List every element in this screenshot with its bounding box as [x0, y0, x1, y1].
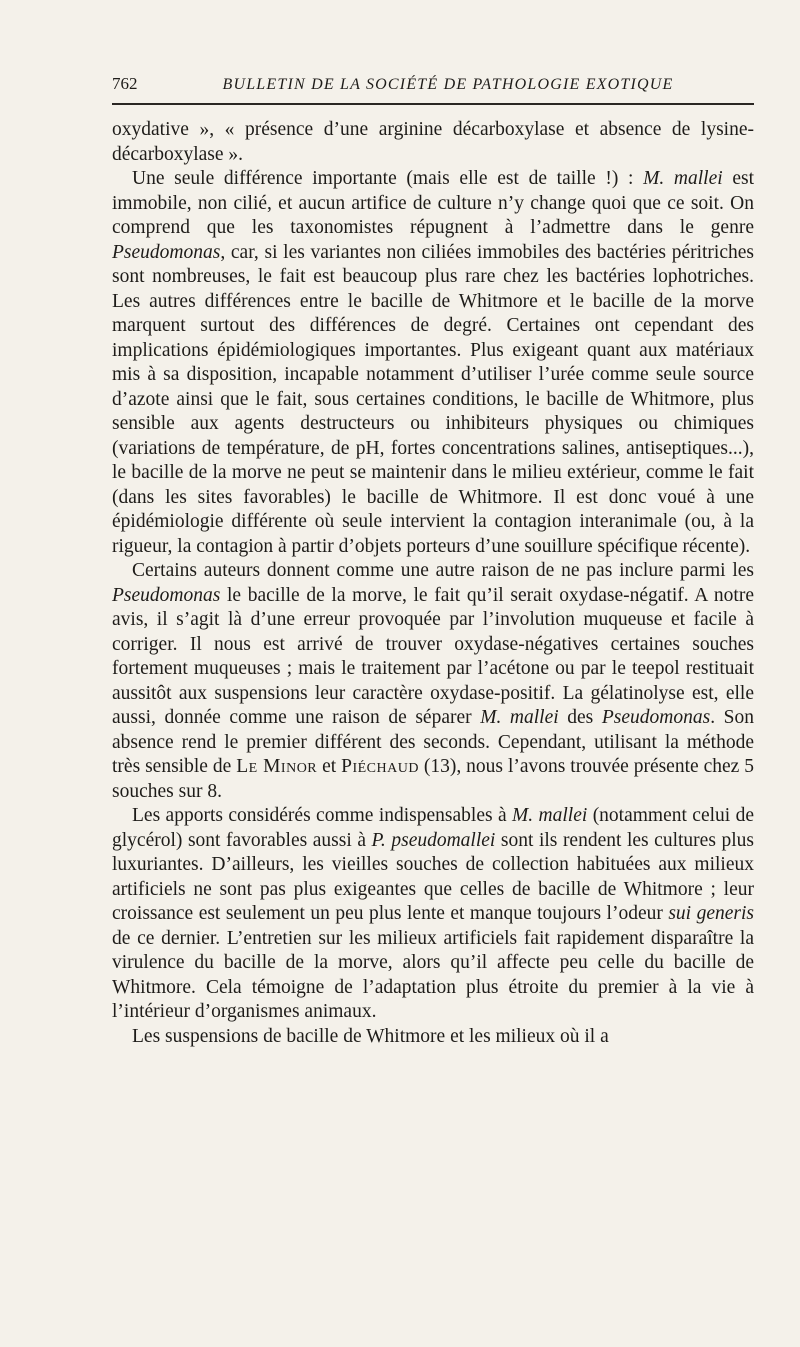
text-run: sont ils rendent les cultures plus luxuriantes. D’ailleurs, les vieilles souches de collection habituées aux milieux artificiels ne sont pas plus exigeantes que celles de bacille de Whitmore ; leur croissance est seulement un peu plus lente et manque toujours l’odeur: [112, 829, 754, 924]
text-run: le bacille de la morve, le fait qu’il serait oxydase-négatif. A notre avis, il s’agit là d’une erreur provoquée par l’involution muqueuse et facile à corriger. Il nous est arrivé de trouver oxydase-négatives certaines souches fortement muqueuses ; mais le traitement par l’acétone ou par le teepol restituait aussitôt aux suspensions leur caractère oxydase-positif. La gélatinolyse est, elle aussi, donnée comme une raison de séparer: [112, 584, 754, 728]
italic-text: M. mallei: [480, 707, 559, 728]
page-number: 762: [112, 74, 138, 93]
text-run: de ce dernier. L’entretien sur les milieux artificiels fait rapidement disparaître la virulence du bacille de la morve, alors qu’il affecte peu celle du bacille de Whitmore. Cela témoigne de l’adaptation plus étroite du premier à la vie à l’intérieur d’organismes animaux.: [112, 927, 754, 1022]
italic-text: Pseudomonas: [601, 707, 711, 728]
text-run: des: [558, 707, 602, 728]
italic-text: M. mallei: [512, 805, 588, 826]
text-run: et: [317, 756, 342, 777]
paragraph: [112, 559, 754, 804]
paragraph: [112, 167, 754, 559]
italic-text: Pseudomonas: [112, 584, 221, 606]
header-rule: [112, 103, 754, 105]
text-run: (13), nous l’avons trouvée présente chez 5 souches sur 8.: [112, 756, 754, 802]
italic-text: P. pseudomallei: [371, 829, 496, 851]
running-title: BULLETIN DE LA SOCIÉTÉ DE PATHOLOGIE EXOTIQUE: [222, 76, 674, 93]
italic-text: sui generis: [668, 903, 754, 924]
author-name: Piéchaud: [341, 756, 419, 777]
text-run: oxydative », « présence d’une arginine décarboxylase et absence de lysine-décarboxylase ».: [112, 119, 754, 165]
page-header: [112, 74, 754, 102]
author-name: Le Minor: [236, 756, 318, 777]
text-run: Les apports considérés comme indispensables à: [132, 805, 513, 826]
paragraph: [112, 1025, 754, 1050]
text-run: Une seule différence importante (mais elle est de taille !) :: [132, 168, 644, 189]
paragraph: [112, 118, 754, 167]
text-run: (notamment celui de glycérol) sont favorables aussi à: [112, 805, 755, 851]
text-run: . Son absence rend le premier différent des seconds. Cependant, utilisant la méthode très sensible de: [112, 707, 754, 777]
text-run: Les suspensions de bacille de Whitmore et les milieux où il a: [132, 1025, 609, 1047]
text-run: Certains auteurs donnent comme une autre raison de ne pas inclure parmi les: [132, 560, 754, 581]
paragraph: [112, 804, 754, 1025]
text-run: est immobile, non cilié, et aucun artifice de culture n’y change quoi que ce soit. On comprend que les taxonomistes répugnent à l’admettre dans le genre: [112, 168, 754, 238]
italic-text: Pseudomonas: [112, 241, 221, 263]
text-run: , car, si les variantes non ciliées immobiles des bactéries péritriches sont nombreuses, le fait est beaucoup plus rare chez les bactéries lophotriches. Les autres différences entre le bacille de Whitmore et le bacille de la morve marquent surtout des différences de degré. Certaines ont cependant des implications épidémiologiques importantes. Plus exigeant quant aux matériaux mis à sa disposition, incapable notamment d’utiliser l’urée comme seule source d’azote ainsi que le fait, sous certaines conditions, le bacille de Whitmore, plus sensible aux agents destructeurs ou inhibiteurs physiques ou chimiques (variations de température, de pH, fortes concentrations salines, antiseptiques...), le bacille de la morve ne peut se maintenir dans le milieu extérieur, comme le fait (dans les sites favorables) le bacille de Whitmore. Il est donc voué à une épidémiologie différente où seule intervient la contagion interanimale (ou, à la rigueur, la contagion à partir d’objets porteurs d’une souillure spécifique récente).: [112, 241, 754, 557]
italic-text: M. mallei: [643, 168, 723, 189]
body-text: [112, 118, 754, 1049]
